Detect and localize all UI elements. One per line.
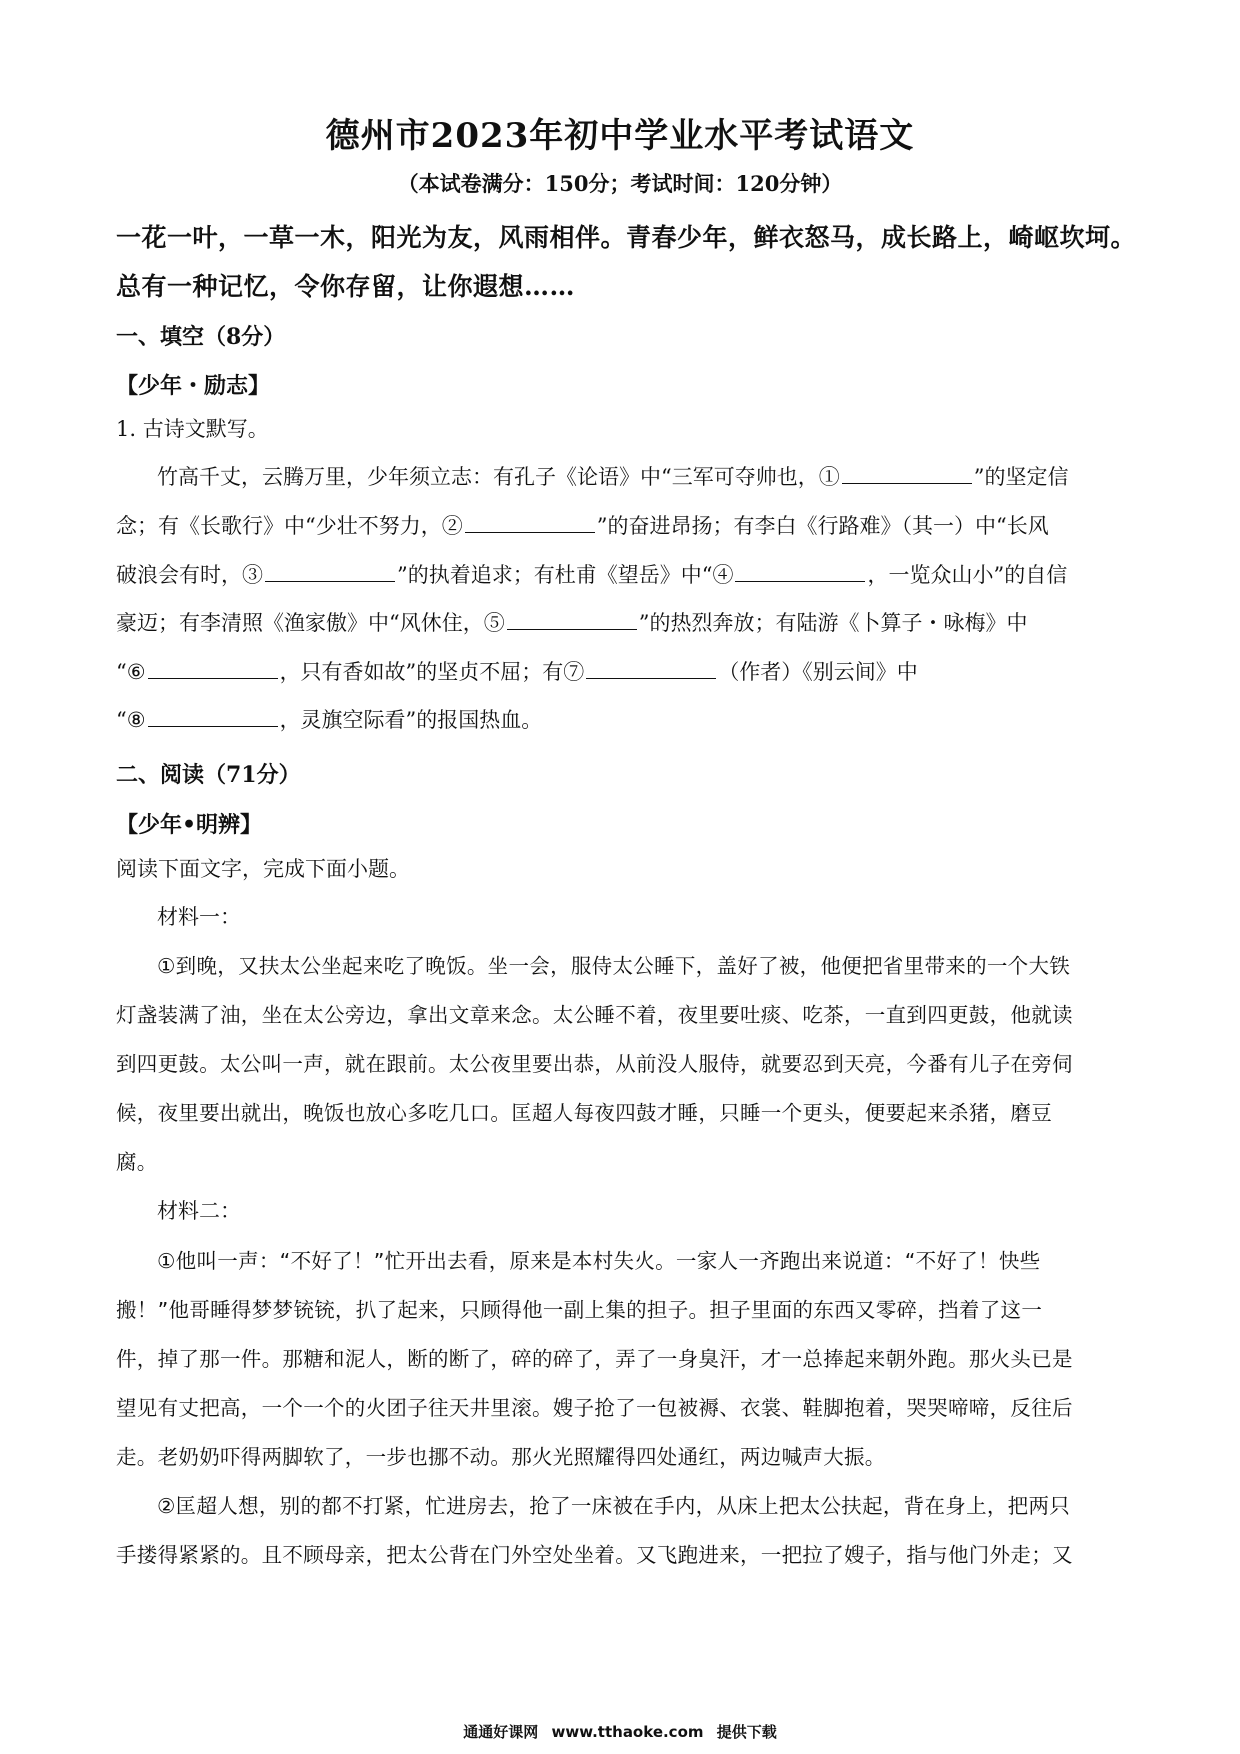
material-1-line: 候，夜里要出就出，晚饭也放心多吃几口。匡超人每夜四鼓才睡，只睡一个更头，便要起来杀猪，磨豆	[116, 1101, 1052, 1125]
material-2-line: 望见有丈把高，一个一个的火团子往天井里滚。嫂子抢了一包被褥、衣裳、鞋脚抱着，哭哭啼啼，反往后	[116, 1396, 1073, 1420]
footer-site-name: 通通好课网	[463, 1723, 539, 1741]
material-1-line: 腐。	[116, 1150, 158, 1174]
recitation-line: 竹高千丈，云腾万里，少年须立志：有孔子《论语》中“三军可夺帅也，① ”的坚定信	[157, 465, 1069, 489]
answer-blank-8[interactable]	[148, 706, 278, 727]
section-heading-fill-in: 一、填空（8分）	[116, 324, 286, 350]
material-1-line: 到四更鼓。太公叫一声，就在跟前。太公夜里要出恭，从前没人服侍，就要忍到天亮，今番有儿子在旁伺	[116, 1052, 1073, 1076]
answer-blank-2[interactable]	[465, 512, 595, 533]
answer-blank-5[interactable]	[507, 609, 637, 630]
material-2-line: ②匡超人想，别的都不打紧，忙进房去，抢了一床被在手内，从床上把太公扶起，背在身上，把两只	[157, 1494, 1071, 1518]
theme-heading-discernment: 【少年•明辨】	[116, 812, 263, 838]
exam-info-subtitle: （本试卷满分：150分；考试时间：120分钟）	[397, 171, 843, 196]
recitation-line: 念；有《长歌行》中“少壮不努力，② ”的奋进昂扬；有李白《行路难》（其一）中“长风	[116, 514, 1049, 538]
answer-blank-3[interactable]	[265, 561, 395, 582]
question-1-label: 1. 古诗文默写。	[116, 417, 269, 441]
material-2-label: 材料二：	[157, 1199, 241, 1223]
answer-blank-6[interactable]	[148, 658, 278, 679]
material-1-label: 材料一：	[157, 905, 241, 929]
answer-blank-1[interactable]	[842, 463, 972, 484]
material-2-line: 走。老奶奶吓得两脚软了，一步也挪不动。那火光照耀得四处通红，两边喊声大振。	[116, 1445, 886, 1469]
material-2-line: 件，掉了那一件。那糖和泥人，断的断了，碎的碎了，弄了一身臭汗，才一总捧起来朝外跑。那火头已是	[116, 1347, 1073, 1371]
material-2-line: 搬！”他哥睡得梦梦铳铳，扒了起来，只顾得他一副上集的担子。担子里面的东西又零碎，挡着了这一	[116, 1298, 1043, 1322]
reading-instruction: 阅读下面文字，完成下面小题。	[116, 857, 410, 881]
material-1-line: 灯盏装满了油，坐在太公旁边，拿出文章来念。太公睡不着，夜里要吐痰、吃茶，一直到四更鼓，他就读	[116, 1003, 1073, 1027]
recitation-line: 破浪会有时，③ ”的执着追求；有杜甫《望岳》中“④ ，一览众山小”的自信	[116, 563, 1068, 587]
intro-line-1: 一花一叶，一草一木，阳光为友，风雨相伴。青春少年，鲜衣怒马，成长路上，崎岖坎坷。	[116, 223, 1137, 252]
material-2-line: ①他叫一声：“不好了！”忙开出去看，原来是本村失火。一家人一齐跑出来说道：“不好了！快些	[157, 1249, 1041, 1273]
footer-note: 提供下载	[716, 1723, 777, 1741]
recitation-line: “⑧ ，灵旗空际看”的报国热血。	[116, 708, 543, 732]
answer-blank-7[interactable]	[586, 658, 716, 679]
material-2-line: 手搂得紧紧的。且不顾母亲，把太公背在门外空处坐着。又飞跑进来，一把拉了嫂子，指与他门外走；又	[116, 1543, 1073, 1567]
section-heading-reading: 二、阅读（71分）	[116, 762, 301, 788]
recitation-line: 豪迈；有李清照《渔家傲》中“风休住，⑤ ”的热烈奔放；有陆游《卜算子・咏梅》中	[116, 611, 1028, 635]
page-footer	[0, 1721, 1240, 1742]
material-1-line: ①到晚，又扶太公坐起来吃了晚饭。坐一会，服侍太公睡下，盖好了被，他便把省里带来的一个大铁	[157, 954, 1071, 978]
intro-line-2: 总有一种记忆，令你存留，让你遐想……	[116, 272, 576, 301]
answer-blank-4[interactable]	[735, 561, 865, 582]
recitation-line: “⑥ ，只有香如故”的坚贞不屈；有⑦ （作者）《别云间》中	[116, 660, 918, 684]
theme-heading-inspiration: 【少年・励志】	[116, 373, 271, 399]
footer-url-link[interactable]: www.tthaoke.com	[551, 1723, 704, 1741]
page-title: 德州市2023年初中学业水平考试语文	[325, 116, 915, 156]
